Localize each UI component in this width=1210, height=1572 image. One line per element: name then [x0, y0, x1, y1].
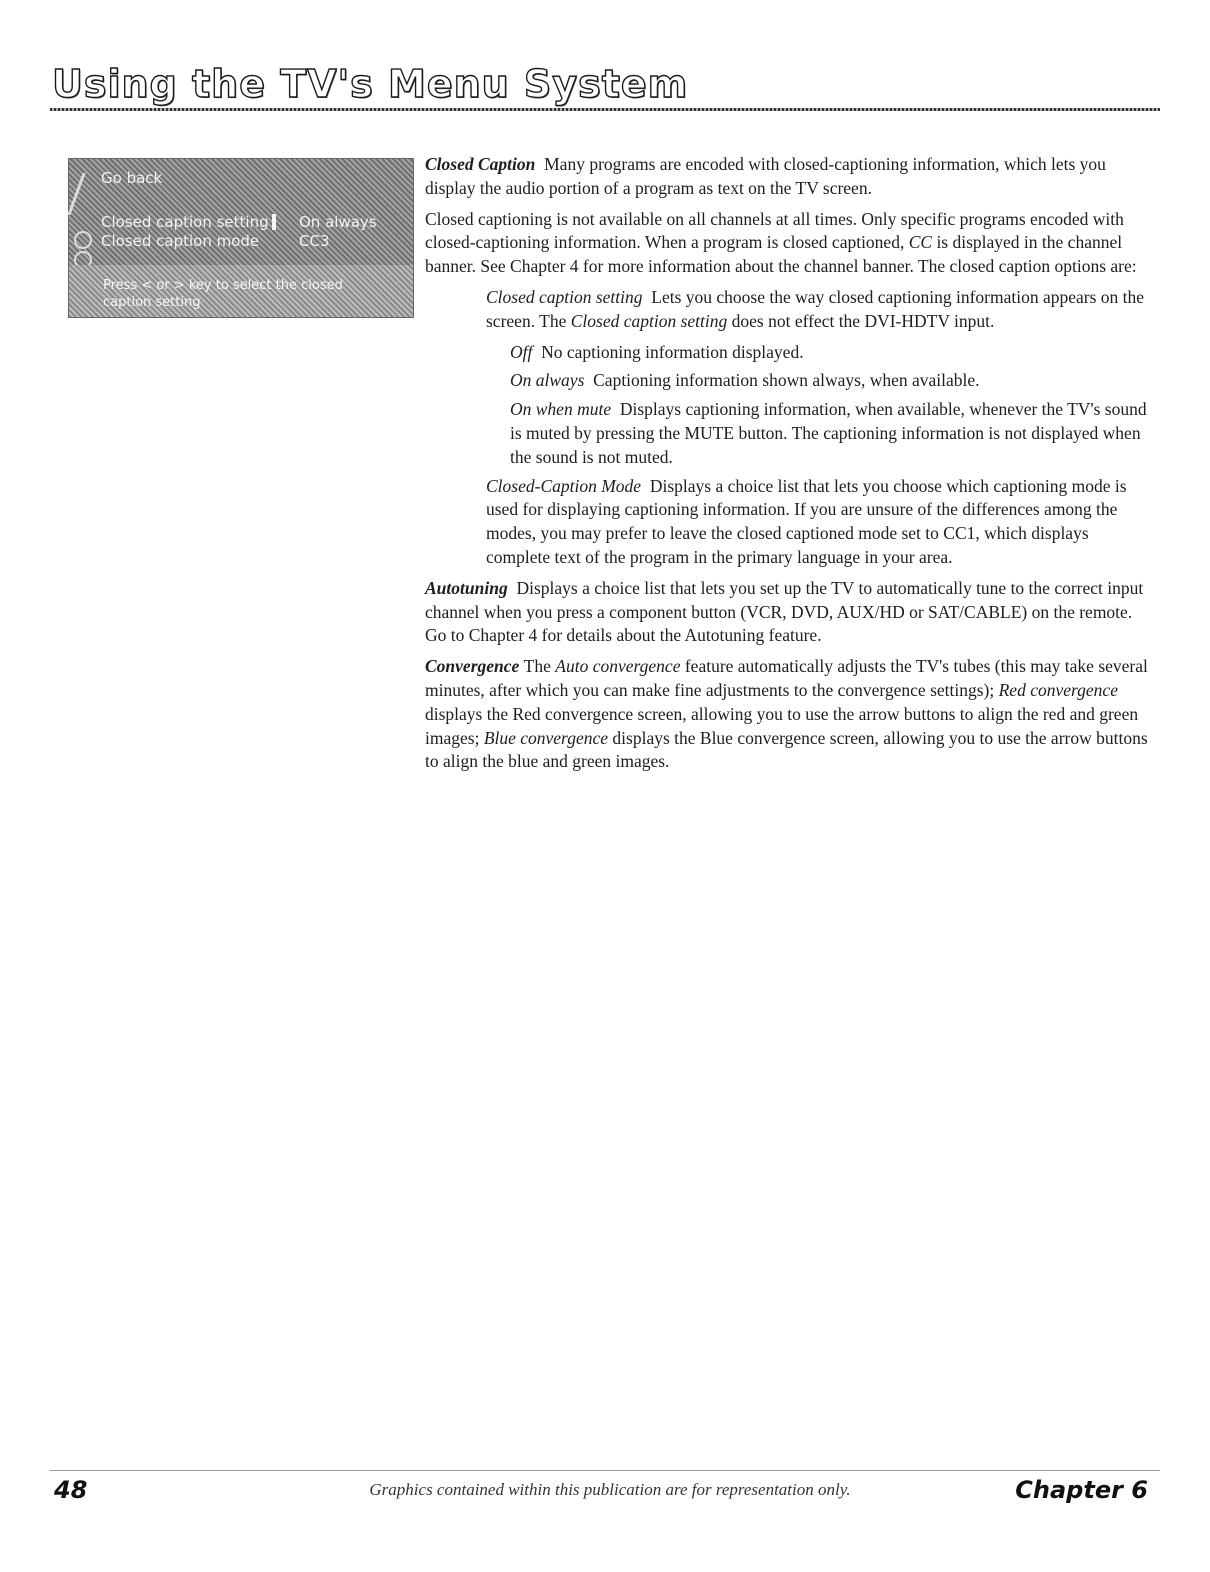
- text-cc-availability-b: is displayed in the channel banner. See Chapter 4 for more information about the channel banner. The closed caption options are:: [425, 232, 1137, 277]
- term-auto-convergence: Auto convergence: [555, 656, 681, 677]
- text-opt-on-mute: Displays captioning information, when available, whenever the TV's sound is muted by pressing the MUTE button. The captioning information is not displayed when the sound is not muted.: [510, 399, 1147, 467]
- text-opt-on-always: Captioning information shown always, when available.: [593, 370, 980, 391]
- text-cc-setting-a: Lets you choose the way closed captioning information appears on the screen. The: [486, 286, 1145, 331]
- menu-item-icon: [74, 231, 92, 249]
- paragraph-opt-on-mute: [510, 398, 1155, 469]
- text-convergence-a: The: [523, 656, 556, 677]
- heading-autotuning: Autotuning: [425, 577, 508, 598]
- text-cc-availability-a: Closed captioning is not available on all channels at all times. Only specific programs encoded with closed-captioning information. When a program is closed captioned,: [425, 208, 1124, 253]
- menu-value-closed-caption-mode: CC3: [299, 232, 330, 250]
- term-cc: CC: [908, 232, 933, 253]
- menu-help-text: Press < or > key to select the closed caption setting: [103, 278, 343, 310]
- footer-note: Graphics contained within this publication are for representation only.: [369, 1480, 851, 1499]
- menu-value-closed-caption-setting: On always: [299, 213, 377, 231]
- title-rule: [50, 108, 1160, 111]
- paragraph-opt-on-always: [510, 369, 1155, 393]
- menu-cursor-icon: [272, 214, 276, 230]
- heading-opt-on-mute: On when mute: [510, 399, 612, 420]
- page-title: Using the TV's Menu System: [52, 62, 689, 106]
- paragraph-cc-mode: [486, 475, 1155, 570]
- menu-item-closed-caption-setting: Closed caption setting: [101, 213, 269, 231]
- paragraph-closed-caption: [425, 153, 1155, 201]
- term-red-convergence: Red convergence: [998, 679, 1118, 700]
- text-convergence-b: feature automatically adjusts the TV's tubes (this may take several minutes, after which you can make fine adjustments to the convergence settings);: [425, 656, 1148, 700]
- heading-opt-off: Off: [510, 341, 533, 362]
- footer-rule: [50, 1470, 1160, 1471]
- chapter-label: Chapter 6: [1015, 1476, 1148, 1504]
- text-convergence-d: displays the Blue convergence screen, allowing you to use the arrow buttons to align the blue and green images.: [425, 727, 1148, 772]
- heading-convergence: Convergence: [425, 656, 520, 677]
- go-back-arrow-icon: [67, 173, 101, 215]
- paragraph-autotuning: [425, 577, 1155, 648]
- page-number: 48: [54, 1476, 88, 1504]
- text-cc-mode: Displays a choice list that lets you choose which captioning mode is used for displaying captioning information. If you are unsure of the differences among the modes, you may prefer to leave the closed captioned mode set to CC1, which displays complete text of the program in the primary language in your area.: [486, 475, 1127, 567]
- paragraph-cc-availability: [425, 208, 1155, 279]
- heading-closed-caption: Closed Caption: [425, 154, 536, 174]
- heading-cc-mode: Closed-Caption Mode: [486, 475, 642, 496]
- text-convergence-c: displays the Red convergence screen, allowing you to use the arrow buttons to align the red and green images;: [425, 703, 1139, 748]
- text-cc-setting-b: does not effect the DVI-HDTV input.: [727, 310, 995, 331]
- text-closed-caption: Many programs are encoded with closed-captioning information, which lets you display the audio portion of a program as text on the TV screen.: [425, 154, 1106, 198]
- menu-item-go-back: Go back: [101, 169, 163, 187]
- paragraph-opt-off: [510, 341, 1155, 365]
- text-autotuning: Displays a choice list that lets you set up the TV to automatically tune to the correct input channel when you press a component button (VCR, DVD, AUX/HD or SAT/CABLE) on the remote. Go to Chapter 4 for details about the Autotuning feature.: [425, 577, 1144, 646]
- tv-menu-screenshot: [68, 158, 414, 318]
- paragraph-convergence: [425, 655, 1155, 774]
- paragraph-cc-setting: [486, 286, 1155, 334]
- text-opt-off: No captioning information displayed.: [541, 341, 804, 362]
- menu-item-closed-caption-mode: Closed caption mode: [101, 232, 260, 250]
- heading-opt-on-always: On always: [510, 370, 585, 391]
- heading-cc-setting: Closed caption setting: [486, 286, 643, 307]
- term-blue-convergence: Blue convergence: [483, 727, 609, 748]
- term-cc-setting: Closed caption setting: [570, 310, 728, 331]
- main-content: [425, 153, 1155, 781]
